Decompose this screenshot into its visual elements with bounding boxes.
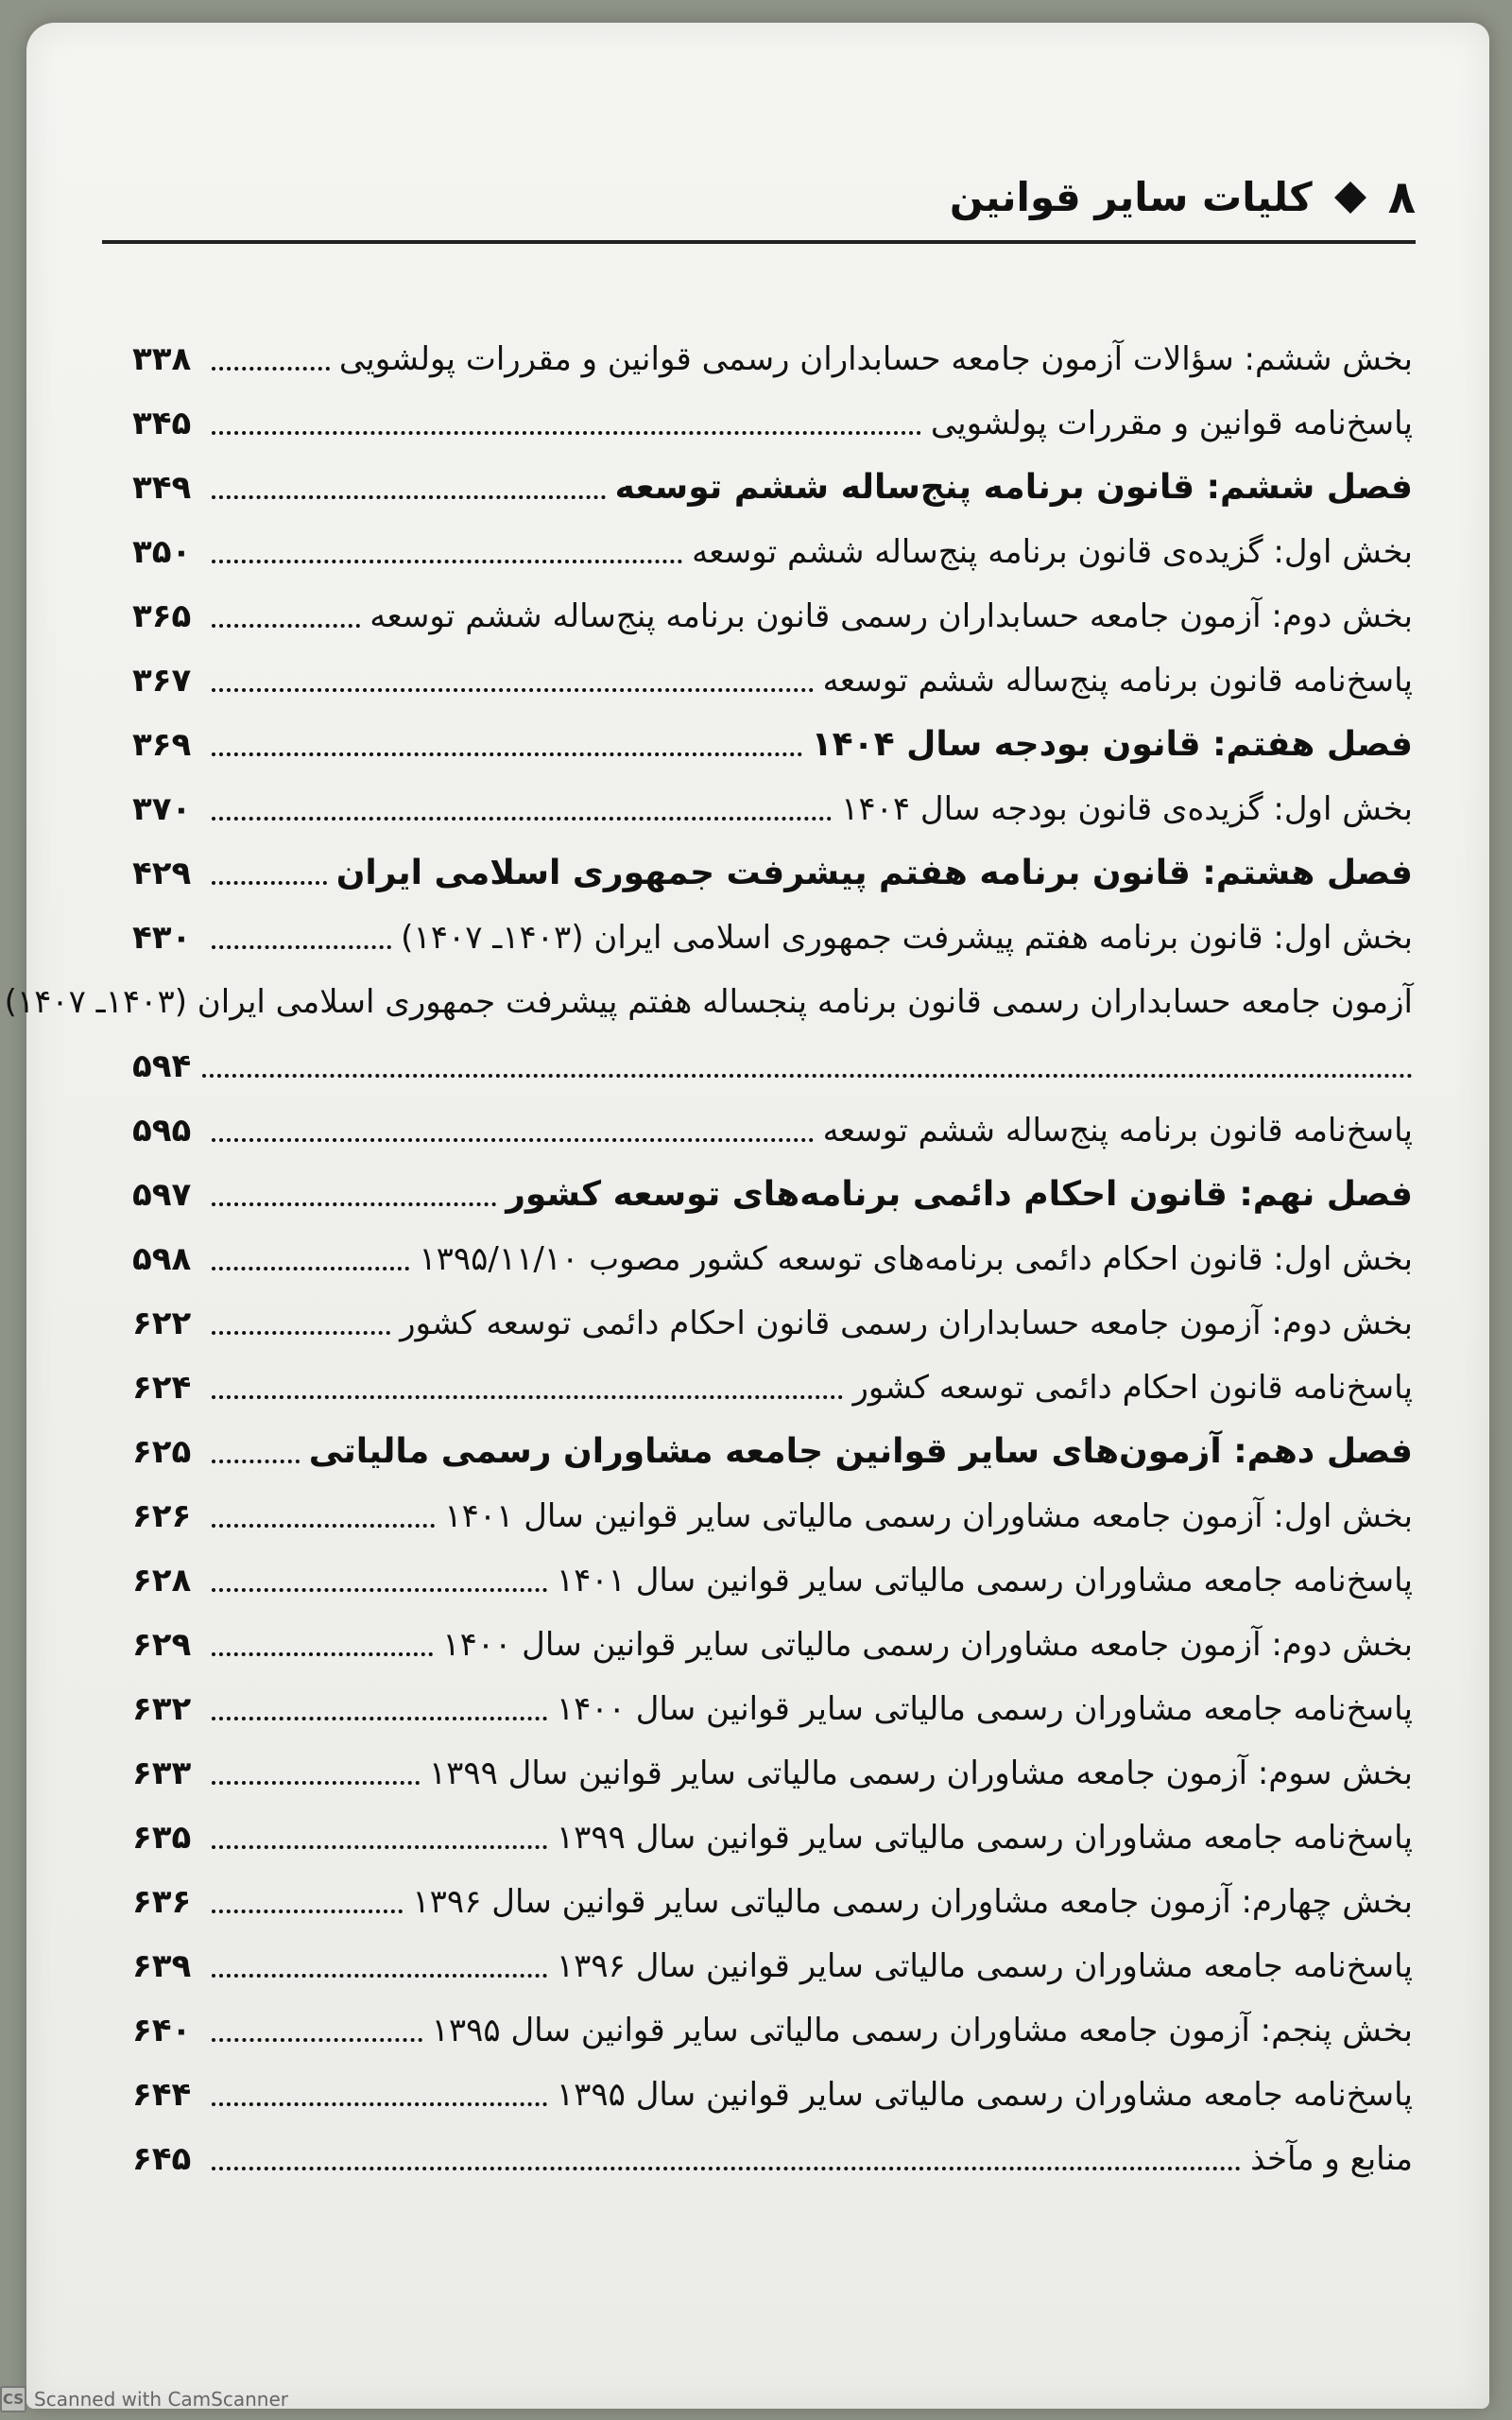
toc-page-number: ۳۴۵: [132, 405, 192, 442]
toc-entry-title: بخش ششم: سؤالات آزمون جامعه حسابداران رسمی قوانین و مقررات پولشویی: [338, 340, 1413, 378]
page-header: [140, 164, 1416, 250]
toc-entry: [132, 584, 1413, 648]
dot-leader: [212, 1777, 420, 1785]
toc-page-number: ۶۳۶: [132, 1883, 192, 1921]
toc-entry: [132, 1356, 1413, 1420]
toc-entry: [132, 1098, 1413, 1163]
toc-entry-title: بخش دوم: آزمون جامعه مشاوران رسمی مالیاتی سایر قوانین سال ۱۴۰۰: [442, 1626, 1413, 1664]
toc-entry-title: فصل هشتم: قانون برنامه هفتم پیشرفت جمهوری اسلامی ایران: [335, 854, 1413, 892]
toc-page-number: ۴۳۰: [132, 919, 192, 957]
toc-page-number: ۴۲۹: [132, 855, 192, 892]
toc-entry: [132, 1484, 1413, 1548]
dot-leader: [212, 1199, 496, 1206]
toc-entry: [132, 1741, 1413, 1806]
toc-entry-title: فصل نهم: قانون احکام دائمی برنامه‌های توسعه کشور: [506, 1175, 1413, 1214]
toc-entry: [132, 2063, 1413, 2127]
toc-entry-title: پاسخ‌نامه جامعه مشاوران رسمی مالیاتی سایر قوانین سال ۱۴۰۱: [556, 1562, 1413, 1599]
toc-entry-title: فصل دهم: آزمون‌های سایر قوانین جامعه مشاوران رسمی مالیاتی: [308, 1432, 1413, 1471]
toc-entry-title: بخش اول: قانون احکام دائمی برنامه‌های توسعه کشور مصوب ۱۳۹۵/۱۱/۱۰: [419, 1240, 1413, 1278]
scanner-watermark: [0, 2386, 288, 2412]
toc-page-number: ۶۲۵: [132, 1433, 192, 1471]
dot-leader: [212, 749, 802, 756]
toc-page-number: ۶۳۹: [132, 1947, 192, 1985]
toc-entry: [132, 2127, 1413, 2191]
table-of-contents: [4, 327, 1413, 2180]
diamond-icon: [1334, 182, 1366, 214]
toc-entry: [132, 1548, 1413, 1613]
toc-entry-title: بخش اول: آزمون جامعه مشاوران رسمی مالیاتی سایر قوانین سال ۱۴۰۱: [444, 1497, 1413, 1535]
toc-page-number: ۶۲۶: [132, 1497, 192, 1535]
toc-page-number: ۶۳۵: [132, 1819, 192, 1857]
page-title: کلیات سایر قوانین: [949, 174, 1313, 220]
dot-leader: [212, 427, 921, 435]
dot-leader: [212, 684, 814, 692]
toc-entry-title: پاسخ‌نامه جامعه مشاوران رسمی مالیاتی سایر قوانین سال ۱۳۹۵: [556, 2076, 1413, 2114]
toc-page-number: ۶۴۴: [132, 2076, 192, 2114]
toc-page-number: ۵۹۸: [132, 1240, 192, 1278]
toc-entry: [132, 1227, 1413, 1291]
toc-entry: [132, 713, 1413, 777]
toc-entry-title: بخش سوم: آزمون جامعه مشاوران رسمی مالیاتی سایر قوانین سال ۱۳۹۹: [428, 1754, 1413, 1792]
toc-page-number: ۶۳۳: [132, 1754, 192, 1792]
toc-entry-title: بخش پنجم: آزمون جامعه مشاوران رسمی مالیاتی سایر قوانین سال ۱۳۹۵: [431, 2012, 1413, 2049]
camscanner-logo-icon: CS: [0, 2386, 26, 2412]
toc-entry-title: پاسخ‌نامه قوانین و مقررات پولشویی: [930, 405, 1413, 442]
toc-entry-title: بخش اول: قانون برنامه هفتم پیشرفت جمهوری اسلامی ایران (۱۴۰۳ـ ۱۴۰۷): [401, 919, 1413, 957]
dot-leader: [212, 492, 606, 499]
toc-page-number: ۶۲۲: [132, 1305, 192, 1342]
dot-leader: [212, 2163, 1241, 2170]
dot-leader: [212, 1713, 547, 1720]
toc-page-number: ۶۴۵: [132, 2140, 192, 2178]
toc-entry: [132, 1291, 1413, 1356]
toc-page-number: ۳۷۰: [132, 790, 192, 828]
toc-entry: [132, 1163, 1413, 1227]
dot-leader: [212, 2099, 547, 2106]
toc-entry-title: پاسخ‌نامه قانون برنامه پنج‌ساله ششم توسعه: [822, 1112, 1413, 1150]
toc-entry-title: منابع و مآخذ: [1250, 2140, 1413, 2178]
toc-page-number: ۵۹۵: [132, 1112, 192, 1150]
toc-entry: [132, 777, 1413, 841]
toc-page-number: ۳۶۷: [132, 662, 192, 700]
toc-page-number: ۳۶۵: [132, 597, 192, 635]
toc-entry: [132, 1934, 1413, 1998]
dot-leader: [202, 1070, 1413, 1078]
toc-entry-title: پاسخ‌نامه جامعه مشاوران رسمی مالیاتی سایر قوانین سال ۱۴۰۰: [556, 1690, 1413, 1728]
header-divider: [102, 240, 1416, 244]
toc-entry: [132, 906, 1413, 970]
header-row: [924, 164, 1416, 231]
toc-entry-title: پاسخ‌نامه جامعه مشاوران رسمی مالیاتی سایر قوانین سال ۱۳۹۶: [556, 1947, 1413, 1985]
dot-leader: [212, 1970, 547, 1978]
dot-leader: [212, 942, 391, 949]
dot-leader: [212, 556, 682, 563]
toc-page-number: ۳۴۹: [132, 469, 192, 507]
toc-page-number: ۵۹۴: [132, 1047, 192, 1085]
toc-entry: [132, 456, 1413, 520]
toc-entry-title: پاسخ‌نامه قانون برنامه پنج‌ساله ششم توسعه: [822, 662, 1413, 700]
toc-entry: [132, 520, 1413, 584]
dot-leader: [212, 1520, 435, 1528]
dot-leader: [212, 1327, 390, 1335]
dot-leader: [212, 1456, 300, 1463]
toc-entry-title: بخش چهارم: آزمون جامعه مشاوران رسمی مالیاتی سایر قوانین سال ۱۳۹۶: [412, 1883, 1413, 1921]
dot-leader: [212, 1263, 409, 1270]
toc-entry-title: بخش دوم: آزمون جامعه حسابداران رسمی قانون احکام دائمی توسعه کشور: [400, 1305, 1413, 1342]
toc-entry-title: آزمون جامعه حسابداران رسمی قانون برنامه پنجساله هفتم پیشرفت جمهوری اسلامی ایران (۱۴۰۳ـ ۱۴۰۷): [4, 983, 1413, 1021]
dot-leader: [212, 1392, 843, 1399]
toc-entry-title: فصل ششم: قانون برنامه پنج‌ساله ششم توسعه: [614, 468, 1413, 507]
dot-leader: [212, 620, 360, 628]
toc-page-number: ۶۲۸: [132, 1562, 192, 1599]
toc-entry: [132, 327, 1413, 391]
dot-leader: [212, 1649, 433, 1656]
toc-page-number: ۶۴۰: [132, 2012, 192, 2049]
toc-page-number: ۶۲۴: [132, 1369, 192, 1407]
watermark-text: Scanned with CamScanner: [34, 2388, 288, 2411]
toc-entry: [132, 841, 1413, 906]
toc-entry-leader-row: [132, 1034, 1413, 1098]
toc-entry-title: پاسخ‌نامه جامعه مشاوران رسمی مالیاتی سایر قوانین سال ۱۳۹۹: [556, 1819, 1413, 1857]
toc-entry: [132, 648, 1413, 713]
toc-page-number: ۳۶۹: [132, 726, 192, 764]
dot-leader: [212, 1841, 547, 1849]
toc-entry: [4, 970, 1413, 1098]
toc-entry: [132, 1870, 1413, 1934]
toc-entry-title: بخش اول: گزیده‌ی قانون بودجه سال ۱۴۰۴: [841, 790, 1413, 828]
toc-page-number: ۳۳۸: [132, 340, 192, 378]
toc-page-number: ۳۵۰: [132, 533, 192, 571]
toc-entry: [132, 391, 1413, 456]
toc-entry: [132, 1998, 1413, 2063]
toc-entry: [132, 1420, 1413, 1484]
toc-entry: [132, 1613, 1413, 1677]
toc-entry-title: بخش دوم: آزمون جامعه حسابداران رسمی قانون برنامه پنج‌ساله ششم توسعه: [369, 597, 1413, 635]
dot-leader: [212, 363, 330, 371]
toc-entry-title: بخش اول: گزیده‌ی قانون برنامه پنج‌ساله ششم توسعه: [692, 533, 1413, 571]
dot-leader: [212, 1906, 403, 1913]
dot-leader: [212, 1134, 814, 1142]
toc-entry: [132, 1677, 1413, 1741]
toc-page-number: ۶۲۹: [132, 1626, 192, 1664]
toc-entry: [132, 1806, 1413, 1870]
toc-entry-title: فصل هفتم: قانون بودجه سال ۱۴۰۴: [811, 725, 1413, 764]
toc-page-number: ۵۹۷: [132, 1176, 192, 1214]
page-number: ۸: [1387, 171, 1416, 224]
dot-leader: [212, 1584, 547, 1592]
toc-entry-title: پاسخ‌نامه قانون احکام دائمی توسعه کشور: [852, 1369, 1413, 1407]
dot-leader: [212, 877, 327, 885]
dot-leader: [212, 813, 832, 821]
toc-page-number: ۶۳۲: [132, 1690, 192, 1728]
dot-leader: [212, 2034, 422, 2042]
